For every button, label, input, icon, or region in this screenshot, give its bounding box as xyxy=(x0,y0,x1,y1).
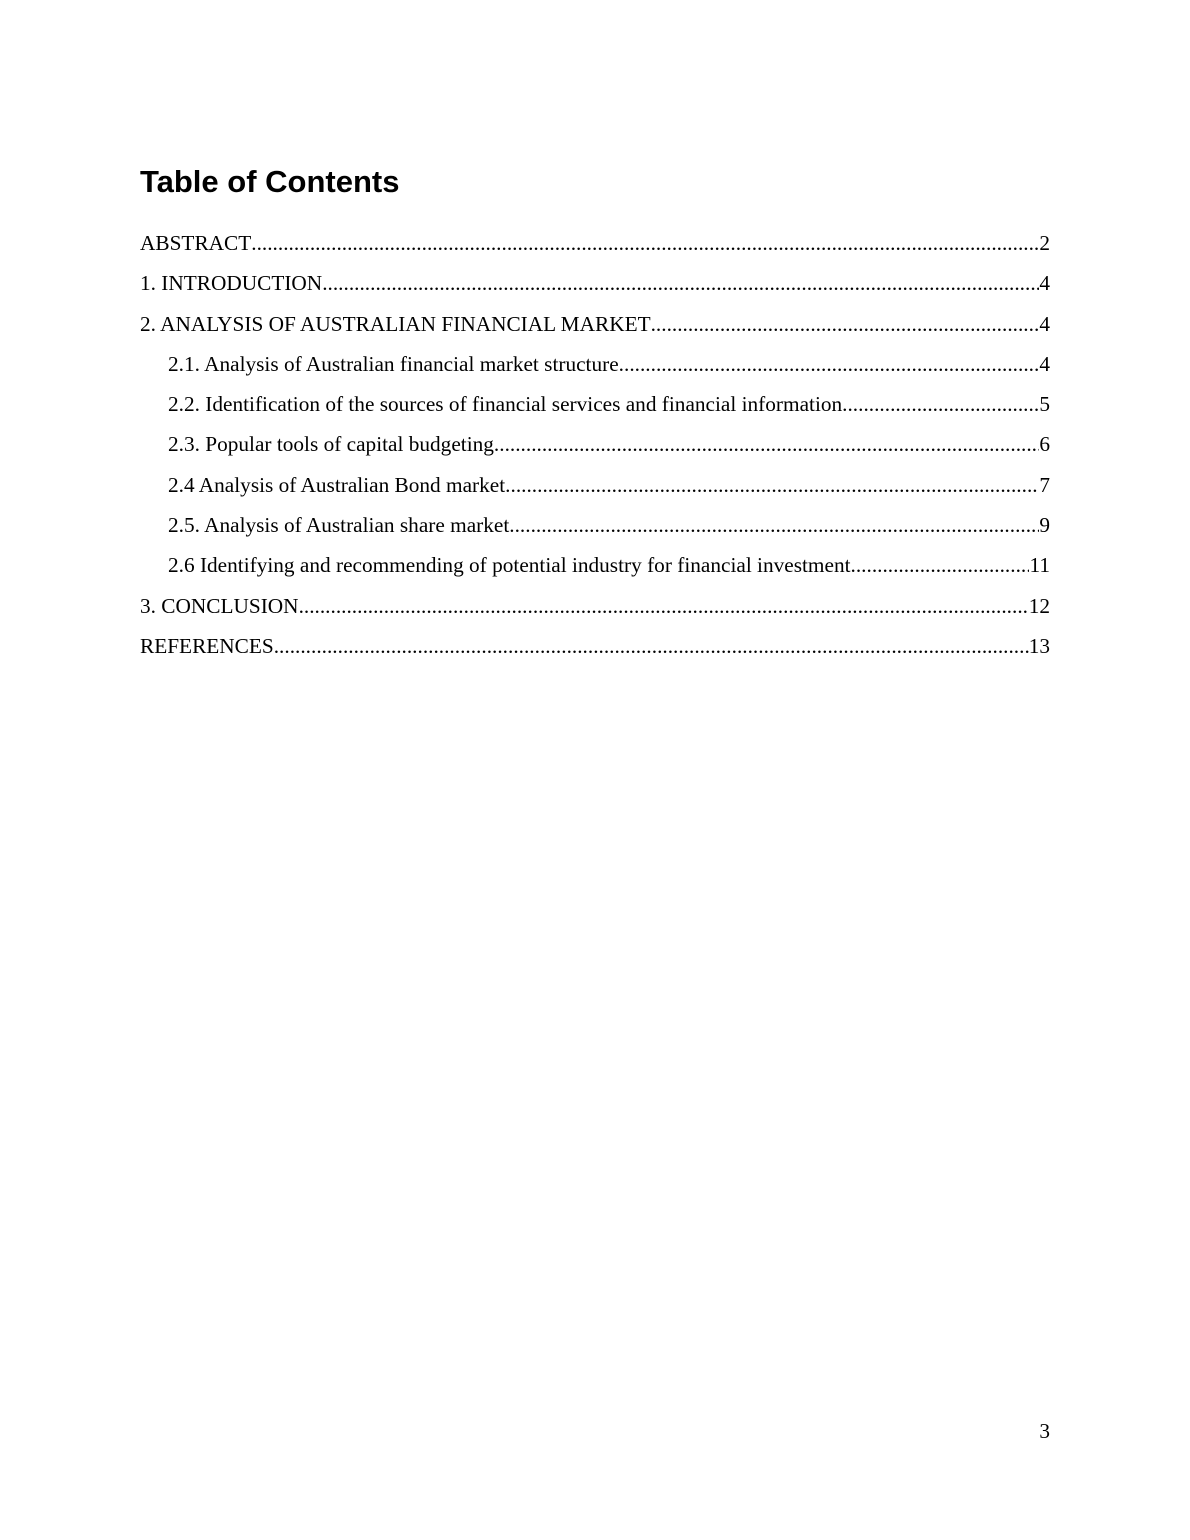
toc-dot-leader xyxy=(851,547,1030,583)
toc-entry-conclusion[interactable] xyxy=(140,588,1050,628)
toc-entry-label: REFERENCES xyxy=(140,633,274,658)
toc-entry-label: 2. ANALYSIS OF AUSTRALIAN FINANCIAL MARKET xyxy=(140,311,651,336)
toc-entry-page: 11 xyxy=(1029,553,1050,578)
toc-entry-label: 2.5. Analysis of Australian share market xyxy=(168,513,510,538)
toc-entry-share-market[interactable] xyxy=(140,507,1050,547)
toc-entry-introduction[interactable] xyxy=(140,265,1050,305)
toc-entry-page: 6 xyxy=(1039,432,1050,457)
toc-dot-leader xyxy=(651,306,1040,342)
toc-entry-bond-market[interactable] xyxy=(140,467,1050,507)
toc-entry-sources-of-financial-services[interactable] xyxy=(140,386,1050,426)
toc-dot-leader xyxy=(251,225,1039,261)
toc-entry-label: 2.1. Analysis of Australian financial market structure xyxy=(168,351,619,376)
toc-entry-capital-budgeting-tools[interactable] xyxy=(140,426,1050,466)
toc-entry-label: 2.2. Identification of the sources of financial services and financial information. xyxy=(168,392,848,417)
toc-dot-leader xyxy=(619,346,1040,382)
toc-entry-abstract[interactable] xyxy=(140,225,1050,265)
toc-entry-label: ABSTRACT xyxy=(140,231,252,255)
toc-entry-page: 2 xyxy=(1039,231,1050,255)
toc-entry-page: 4 xyxy=(1039,311,1050,336)
toc-title: Table of Contents xyxy=(140,164,400,199)
toc-entry-label: 3. CONCLUSION xyxy=(140,593,299,618)
toc-entry-label: 2.6 Identifying and recommending of potential industry for financial investment xyxy=(168,553,851,578)
toc-dot-leader xyxy=(509,507,1039,543)
toc-dot-leader xyxy=(494,426,1039,462)
toc-dot-leader xyxy=(505,467,1039,503)
toc-dot-leader xyxy=(274,628,1029,664)
toc-entry-page: 4 xyxy=(1039,271,1050,296)
toc-entry-label: 2.3. Popular tools of capital budgeting xyxy=(168,432,494,457)
toc-entry-label: 1. INTRODUCTION xyxy=(140,271,323,296)
toc-dot-leader xyxy=(847,386,1039,422)
toc-entry-page: 12 xyxy=(1028,593,1050,618)
toc-entry-page: 9 xyxy=(1039,513,1050,538)
toc-entry-page: 13 xyxy=(1028,633,1050,658)
toc-list xyxy=(140,225,1050,668)
toc-dot-leader xyxy=(299,588,1029,624)
toc-entry-potential-industry[interactable] xyxy=(140,547,1050,587)
toc-entry-references[interactable] xyxy=(140,628,1050,668)
page-number: 3 xyxy=(1039,1419,1050,1443)
toc-entry-page: 5 xyxy=(1039,392,1050,417)
toc-entry-page: 7 xyxy=(1039,472,1050,497)
toc-entry-page: 4 xyxy=(1039,351,1050,376)
toc-dot-leader xyxy=(322,265,1039,301)
toc-entry-market-structure[interactable] xyxy=(140,346,1050,386)
toc-entry-analysis-of-australian-financial-market[interactable] xyxy=(140,306,1050,346)
toc-entry-label: 2.4 Analysis of Australian Bond market xyxy=(168,472,506,497)
